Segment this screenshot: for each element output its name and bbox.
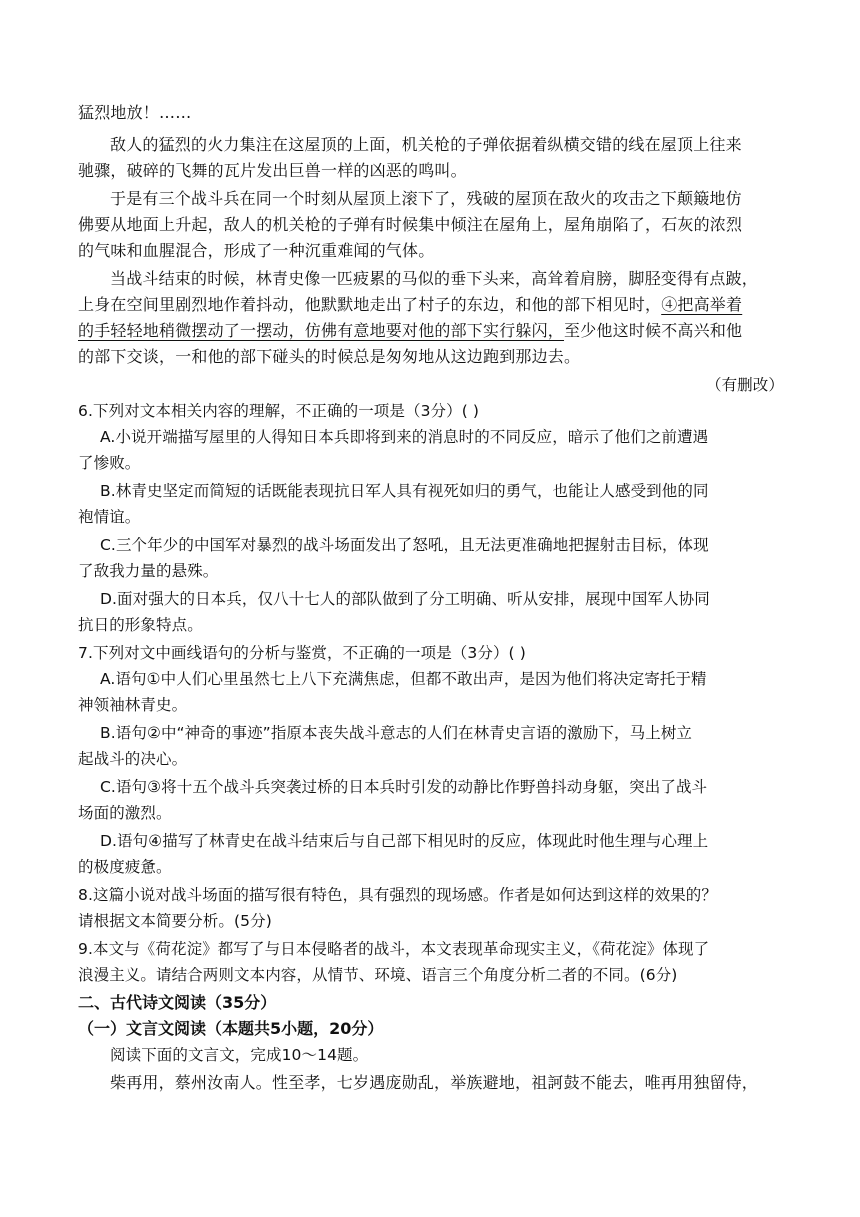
question-7-option-a: A.语句①中人们心里虽然七上八下充满焦虑，但都不敢出声，是因为他们将决定寄托于精 (100, 670, 707, 688)
story-line-2: 敌人的猛烈的火力集注在这屋顶的上面，机关枪的子弹依据着纵横交错的线在屋顶上往来 (110, 135, 742, 154)
story-line-1: 猛烈地放！…… (78, 103, 192, 122)
question-9: 9.本文与《荷花淀》都写了与日本侵略者的战斗，本文表现革命现实主义，《荷花淀》体现了 (78, 940, 710, 958)
question-6-option-b-cont: 袍情谊。 (78, 508, 141, 526)
question-6-option-c: C.三个年少的中国军对暴烈的战斗场面发出了怒吼，且无法更准确地把握射击目标，体现 (100, 536, 709, 554)
question-6-option-a-cont: 了惨败。 (78, 454, 141, 472)
story-line-3: 驰骤，破碎的飞舞的瓦片发出巨兽一样的凶恶的鸣叫。 (78, 161, 467, 180)
question-6-option-a: A.小说开端描写屋里的人得知日本兵即将到来的消息时的不同反应，暗示了他们之前遭遇 (100, 428, 709, 446)
story-line-4: 于是有三个战斗兵在同一个时刻从屋顶上滚下了，残破的屋顶在敌火的攻击之下颠簸地仿 (110, 189, 742, 208)
question-7-option-d-cont: 的极度疲惫。 (78, 858, 172, 876)
story-line-7: 当战斗结束的时候，林青史像一匹疲累的马似的垂下头来，高耸着肩膀，脚胫变得有点跛， (110, 269, 759, 288)
question-7-option-b-cont: 起战斗的决心。 (78, 750, 188, 768)
question-9-cont: 浪漫主义。请结合两则文本内容，从情节、环境、语言三个角度分析二者的不同。(6分) (78, 966, 678, 984)
reading-instruction: 阅读下面的文言文，完成10～14题。 (110, 1046, 369, 1064)
story-line-9-text: 至少他这时候不高兴和他 (564, 321, 743, 340)
question-7-option-c-cont: 场面的激烈。 (78, 804, 172, 822)
question-6-option-d-cont: 抗日的形象特点。 (78, 616, 203, 634)
question-7-option-a-cont: 神领袖林青史。 (78, 696, 188, 714)
underlined-sentence-4-start: ④把高举着 (661, 295, 743, 314)
story-line-8-text: 上身在空间里剧烈地作着抖动，他默默地走出了村子的东边，和他的部下相见时， (78, 295, 662, 314)
story-line-9 (78, 318, 742, 344)
section-heading: 二、古代诗文阅读（35分） (78, 993, 277, 1012)
question-6-option-d: D.面对强大的日本兵，仅八十七人的部队做到了分工明确、听从安排，展现中国军人协同 (100, 590, 710, 608)
story-line-10: 的部下交谈，一和他的部下碰头的时候总是匆匆地从这边跑到那边去。 (78, 347, 581, 366)
story-line-5: 佛要从地面上升起，敌人的机关枪的子弹有时候集中倾注在屋角上，屋角崩陷了，石灰的浓烈 (78, 215, 743, 234)
question-8: 8.这篇小说对战斗场面的描写很有特色，具有强烈的现场感。作者是如何达到这样的效果的？ (78, 886, 717, 904)
question-7-option-b: B.语句②中“神奇的事迹”指原本丧失战斗意志的人们在林青史言语的激励下，马上树立 (100, 724, 693, 742)
story-line-6: 的气味和血腥混合，形成了一种沉重难闻的气体。 (78, 241, 435, 260)
story-line-8 (78, 292, 742, 318)
question-6-option-c-cont: 了敌我力量的悬殊。 (78, 562, 219, 580)
underlined-sentence-4-end: 的手轻轻地稍微摆动了一摆动，仿佛有意地要对他的部下实行躲闪， (78, 321, 565, 340)
classical-text-line-1: 柴再用，蔡州汝南人。性至孝，七岁遇庞勋乱，举族避地，祖訶鼓不能去，唯再用独留侍， (110, 1073, 759, 1092)
question-7: 7.下列对文中画线语句的分析与鉴赏，不正确的一项是（3分）( ) (78, 644, 526, 662)
subsection-heading: （一）文言文阅读（本题共5小题，20分） (78, 1019, 384, 1038)
question-8-cont: 请根据文本简要分析。(5分) (78, 912, 272, 930)
question-7-option-c: C.语句③将十五个战斗兵突袭过桥的日本兵时引发的动静比作野兽抖动身躯，突出了战斗 (100, 778, 708, 796)
question-6: 6.下列对文本相关内容的理解，不正确的一项是（3分）( ) (78, 402, 480, 420)
source-note: （有删改） (705, 376, 784, 394)
question-7-option-d: D.语句④描写了林青史在战斗结束后与自己部下相见时的反应，体现此时他生理与心理上 (100, 832, 709, 850)
question-6-option-b: B.林青史坚定而简短的话既能表现抗日军人具有视死如归的勇气，也能让人感受到他的同 (100, 482, 709, 500)
